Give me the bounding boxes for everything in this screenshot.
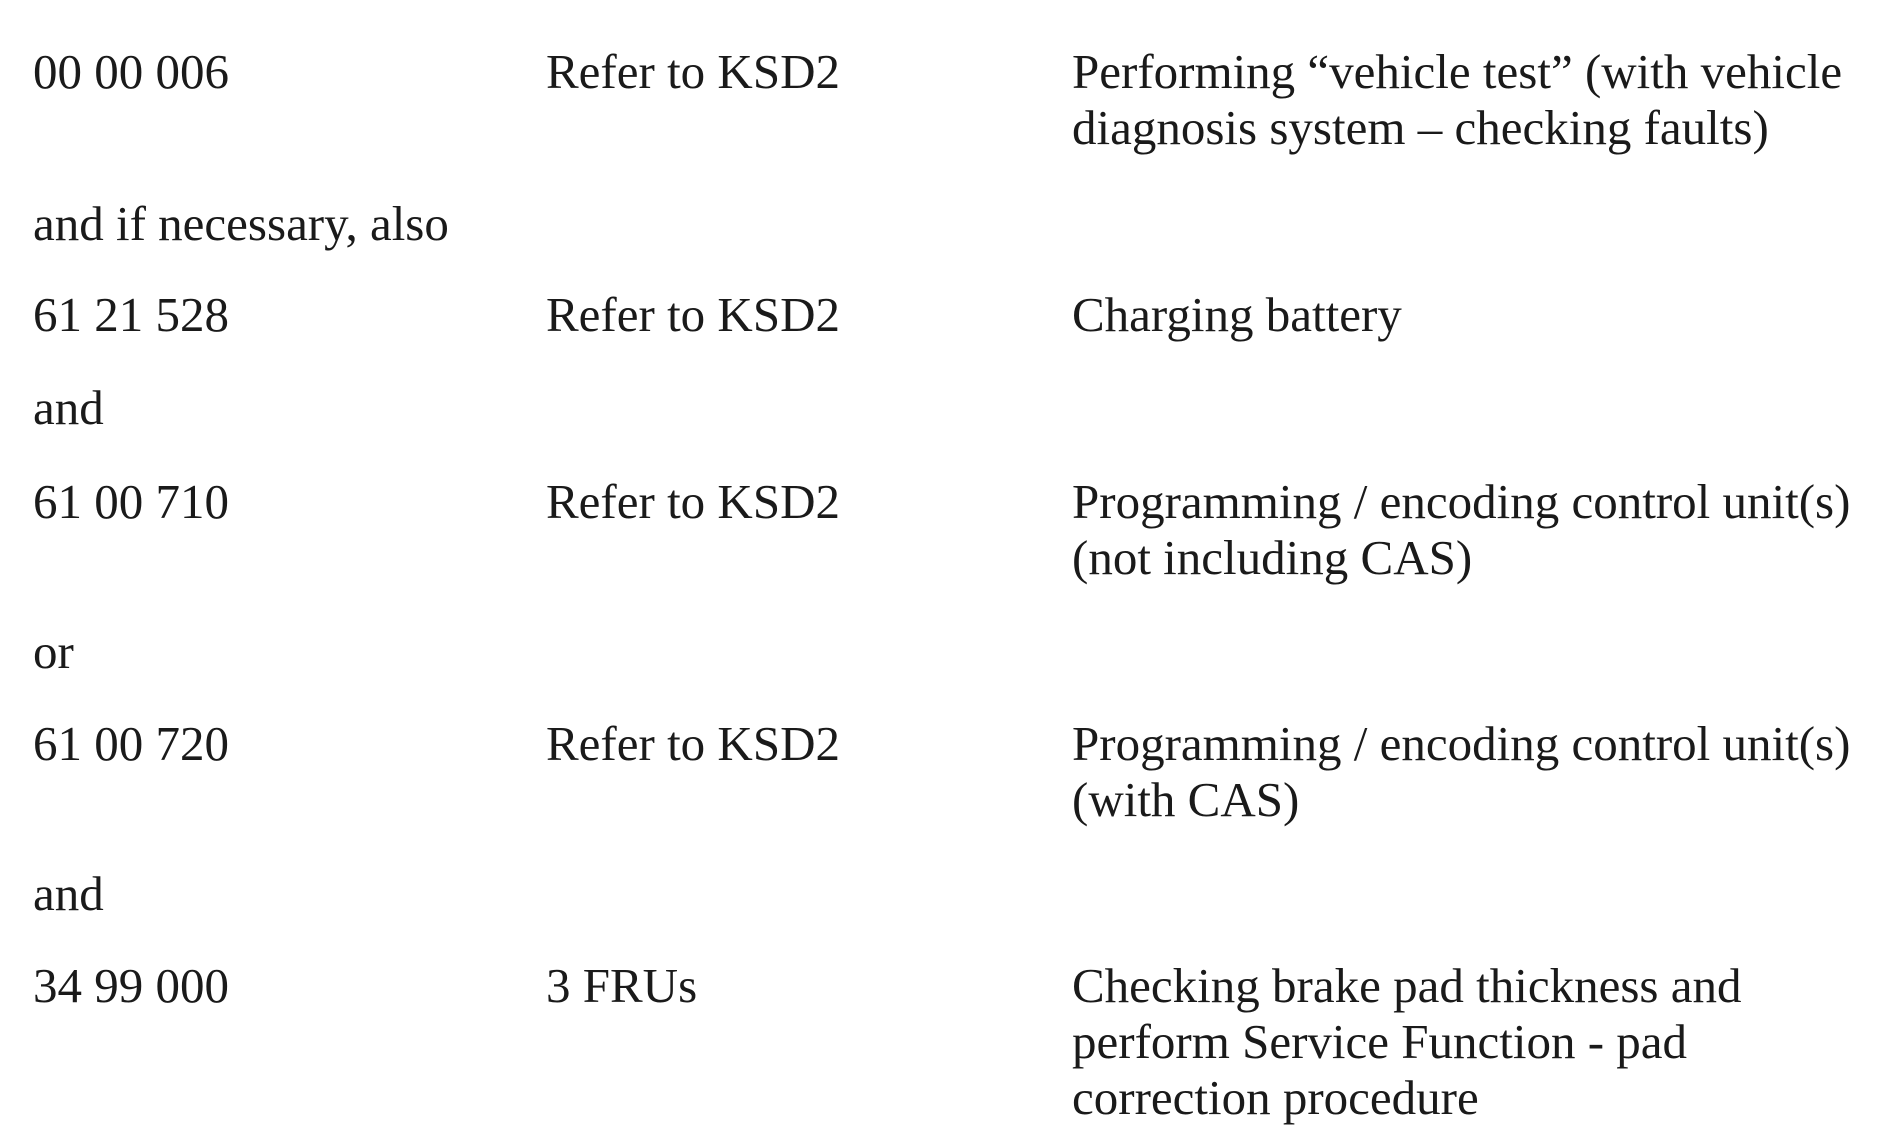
description-line: Charging battery bbox=[1072, 287, 1402, 342]
operation-description bbox=[1072, 474, 1872, 586]
description-line: (not including CAS) bbox=[1072, 530, 1473, 585]
operation-reference: Refer to KSD2 bbox=[546, 44, 840, 99]
operation-description bbox=[1072, 958, 1872, 1126]
operation-description bbox=[1072, 44, 1872, 156]
operation-code: 61 00 720 bbox=[33, 716, 229, 771]
operation-reference: Refer to KSD2 bbox=[546, 716, 840, 771]
operation-description bbox=[1072, 716, 1872, 828]
connector-text: and bbox=[33, 380, 104, 435]
operation-reference: 3 FRUs bbox=[546, 958, 698, 1013]
operation-reference: Refer to KSD2 bbox=[546, 287, 840, 342]
connector-text: or bbox=[33, 624, 74, 679]
operation-code: 34 99 000 bbox=[33, 958, 229, 1013]
description-line: diagnosis system – checking faults) bbox=[1072, 100, 1769, 155]
operation-code: 61 00 710 bbox=[33, 474, 229, 529]
operation-code: 00 00 006 bbox=[33, 44, 229, 99]
description-line: Checking brake pad thickness and bbox=[1072, 958, 1742, 1013]
description-line: (with CAS) bbox=[1072, 772, 1300, 827]
operation-reference: Refer to KSD2 bbox=[546, 474, 840, 529]
description-line: correction procedure bbox=[1072, 1070, 1479, 1125]
connector-text: and bbox=[33, 866, 104, 921]
description-line: perform Service Function - pad bbox=[1072, 1014, 1688, 1069]
description-line: Programming / encoding control unit(s) bbox=[1072, 474, 1851, 529]
operation-description bbox=[1072, 287, 1872, 343]
description-line: Performing “vehicle test” (with vehicle bbox=[1072, 44, 1843, 99]
operation-code: 61 21 528 bbox=[33, 287, 229, 342]
description-line: Programming / encoding control unit(s) bbox=[1072, 716, 1851, 771]
connector-text: and if necessary, also bbox=[33, 196, 449, 251]
